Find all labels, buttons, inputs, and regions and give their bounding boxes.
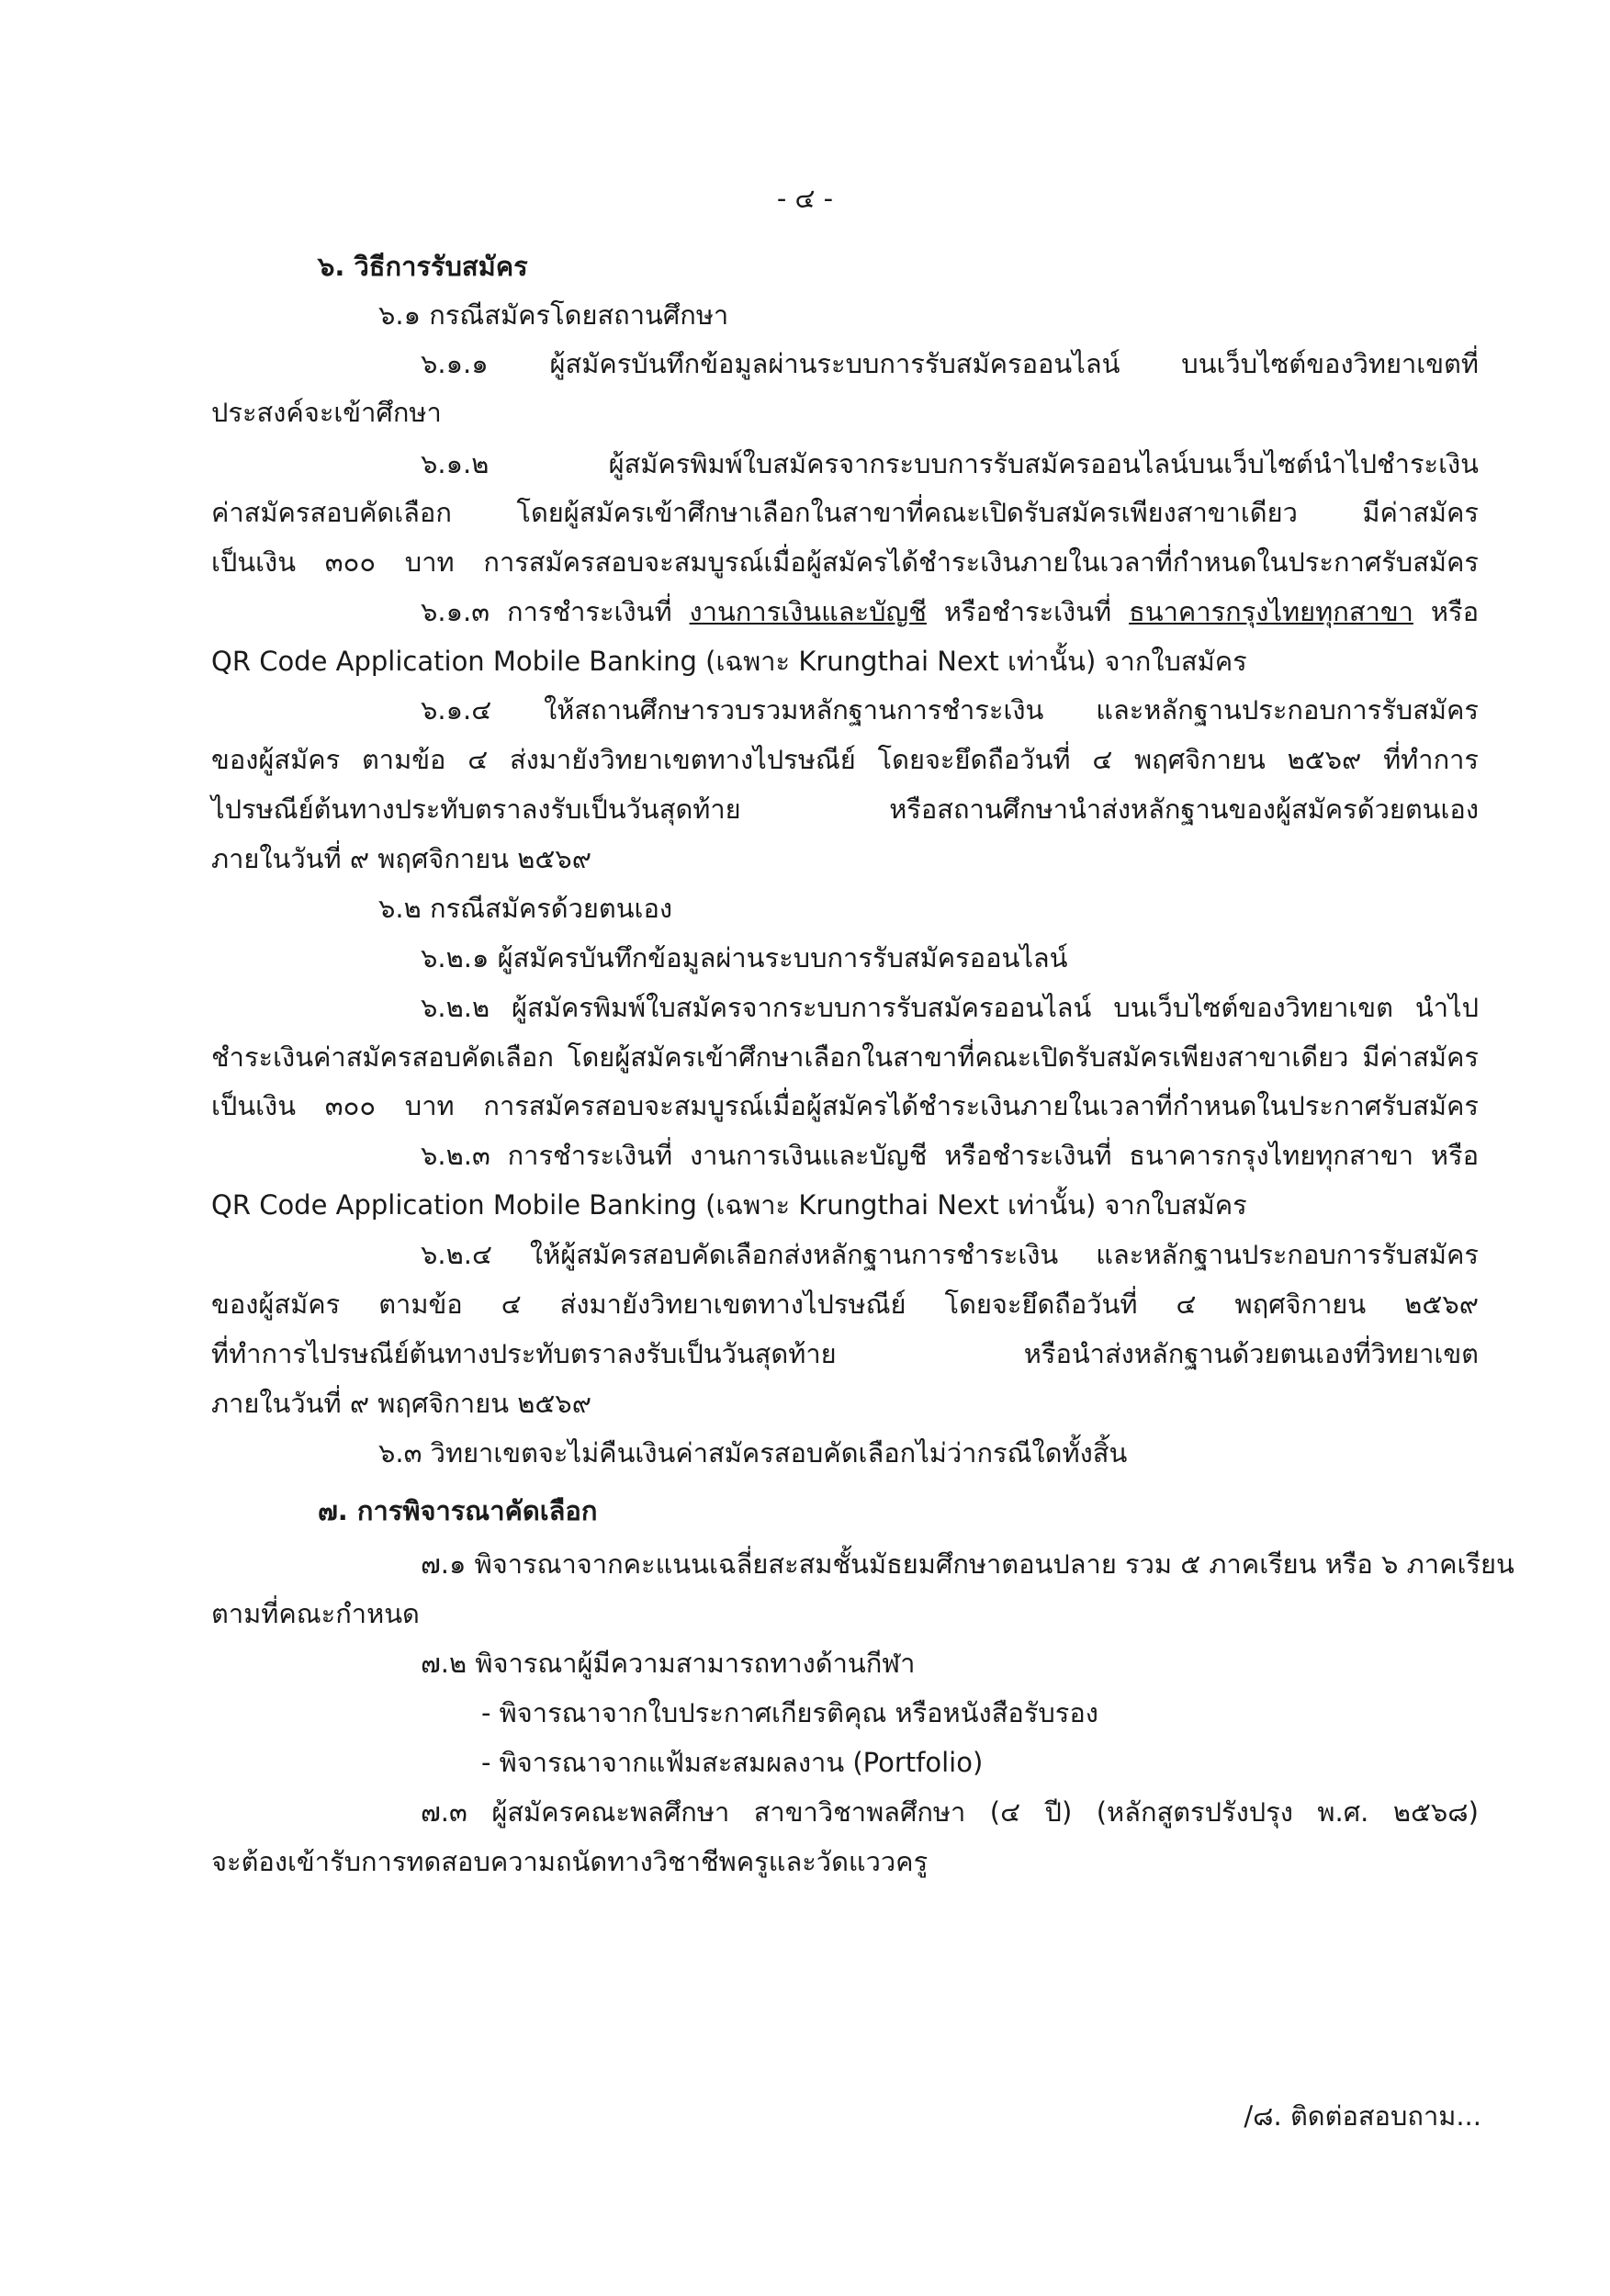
item-6-1-3-text: หรือชำระเงินที่ — [926, 596, 1130, 627]
item-6-2-4-line: ๖.๒.๔ ให้ผู้สมัครสอบคัดเลือกส่งหลักฐานการชำระเงิน และหลักฐานประกอบการรับสมัคร — [421, 1239, 1479, 1270]
item-6-2-2-line: ๖.๒.๒ ผู้สมัครพิมพ์ใบสมัครจากระบบการรับสมัครออนไลน์ บนเว็บไซต์ของวิทยาเขต นำไป — [421, 992, 1479, 1023]
krungthai-bank-underlined: ธนาคารกรุงไทยทุกสาขา — [1129, 596, 1413, 627]
section-7-2-title: ๗.๒ พิจารณาผู้มีความสามารถทางด้านกีฬา — [421, 1648, 916, 1679]
item-7-3-line: จะต้องเข้ารับการทดสอบความถนัดทางวิชาชีพครูและวัดแววครู — [211, 1846, 929, 1877]
page-number: - ๔ - — [776, 183, 834, 214]
item-6-2-2-line: เป็นเงิน ๓๐๐ บาท การสมัครสอบจะสมบูรณ์เมื่อผู้สมัครได้ชำระเงินภายในเวลาที่กำหนดในประกาศรับสมัคร — [211, 1090, 1479, 1121]
item-6-1-3-line — [421, 593, 1479, 630]
item-6-2-4-line: ที่ทำการไปรษณีย์ต้นทางประทับตราลงรับเป็นวันสุดท้าย หรือนำส่งหลักฐานด้วยตนเองที่วิทยาเขต — [211, 1338, 1479, 1369]
item-6-1-4-line: ๖.๑.๔ ให้สถานศึกษารวบรวมหลักฐานการชำระเงิน และหลักฐานประกอบการรับสมัคร — [421, 694, 1479, 726]
item-6-1-2-line: ๖.๑.๒ ผู้สมัครพิมพ์ใบสมัครจากระบบการรับสมัครออนไลน์บนเว็บไซต์นำไปชำระเงิน — [421, 448, 1479, 479]
item-6-1-4-line: ของผู้สมัคร ตามข้อ ๔ ส่งมายังวิทยาเขตทางไปรษณีย์ โดยจะยึดถือวันที่ ๔ พฤศจิกายน ๒๕๖๙ ที่ทำการ — [211, 744, 1479, 775]
item-6-1-2-line: เป็นเงิน ๓๐๐ บาท การสมัครสอบจะสมบูรณ์เมื่อผู้สมัครได้ชำระเงินภายในเวลาที่กำหนดในประกาศรับสมัคร — [211, 546, 1479, 578]
item-7-1-line: ตามที่คณะกำหนด — [211, 1598, 420, 1629]
item-6-2-3-line: QR Code Application Mobile Banking (เฉพาะ Krungthai Next เท่านั้น) จากใบสมัคร — [211, 1189, 1247, 1221]
item-6-1-2-line: ค่าสมัครสอบคัดเลือก โดยผู้สมัครเข้าศึกษาเลือกในสาขาที่คณะเปิดรับสมัครเพียงสาขาเดียว มีค่าสมัคร — [211, 497, 1479, 528]
item-6-1-1-line: ประสงค์จะเข้าศึกษา — [211, 397, 442, 428]
item-6-2-1-line: ๖.๒.๑ ผู้สมัครบันทึกข้อมูลผ่านระบบการรับสมัครออนไลน์ — [421, 942, 1068, 974]
section-6-heading: ๖. วิธีการรับสมัคร — [318, 251, 528, 282]
next-page-reference: /๘. ติดต่อสอบถาม... — [1244, 2100, 1481, 2132]
section-6-3-text: ๖.๓ วิทยาเขตจะไม่คืนเงินค่าสมัครสอบคัดเลือกไม่ว่ากรณีใดทั้งสิ้น — [378, 1437, 1128, 1469]
item-6-2-4-line: ภายในวันที่ ๙ พฤศจิกายน ๒๕๖๙ — [211, 1388, 591, 1419]
item-7-3-line: ๗.๓ ผู้สมัครคณะพลศึกษา สาขาวิชาพลศึกษา (๔ ปี) (หลักสูตรปรังปรุง พ.ศ. ๒๕๖๘) — [421, 1796, 1479, 1828]
item-6-1-3-text: ๖.๑.๓ การชำระเงินที่ — [421, 596, 690, 627]
bullet-7-2-item: - พิจารณาจากใบประกาศเกียรติคุณ หรือหนังสือรับรอง — [481, 1697, 1098, 1728]
item-6-1-3-line: QR Code Application Mobile Banking (เฉพาะ Krungthai Next เท่านั้น) จากใบสมัคร — [211, 646, 1247, 677]
item-6-2-4-line: ของผู้สมัคร ตามข้อ ๔ ส่งมายังวิทยาเขตทางไปรษณีย์ โดยจะยึดถือวันที่ ๔ พฤศจิกายน ๒๕๖๙ — [211, 1289, 1479, 1320]
item-7-1-line: ๗.๑ พิจารณาจากคะแนนเฉลี่ยสะสมชั้นมัธยมศึกษาตอนปลาย รวม ๕ ภาคเรียน หรือ ๖ ภาคเรียน — [421, 1548, 1514, 1580]
section-6-2-title: ๖.๒ กรณีสมัครด้วยตนเอง — [378, 893, 673, 924]
section-6-1-title: ๖.๑ กรณีสมัครโดยสถานศึกษา — [378, 299, 729, 331]
section-7-heading: ๗. การพิจารณาคัดเลือก — [318, 1495, 598, 1526]
bullet-7-2-item: - พิจารณาจากแฟ้มสะสมผลงาน (Portfolio) — [481, 1747, 984, 1778]
finance-office-underlined: งานการเงินและบัญชี — [689, 596, 927, 627]
item-6-2-3-line: ๖.๒.๓ การชำระเงินที่ งานการเงินและบัญชี หรือชำระเงินที่ ธนาคารกรุงไทยทุกสาขา หรือ — [421, 1140, 1479, 1171]
item-6-1-1-line: ๖.๑.๑ ผู้สมัครบันทึกข้อมูลผ่านระบบการรับสมัครออนไลน์ บนเว็บไซต์ของวิทยาเขตที่ — [421, 348, 1479, 379]
item-6-1-3-text: หรือ — [1413, 596, 1479, 627]
item-6-1-4-line: ไปรษณีย์ต้นทางประทับตราลงรับเป็นวันสุดท้าย หรือสถานศึกษานำส่งหลักฐานของผู้สมัครด้วยตนเอง — [211, 793, 1479, 825]
item-6-2-2-line: ชำระเงินค่าสมัครสอบคัดเลือก โดยผู้สมัครเข้าศึกษาเลือกในสาขาที่คณะเปิดรับสมัครเพียงสาขาเดียว มีค่าสมัคร — [211, 1041, 1479, 1073]
item-6-1-4-line: ภายในวันที่ ๙ พฤศจิกายน ๒๕๖๙ — [211, 843, 591, 874]
